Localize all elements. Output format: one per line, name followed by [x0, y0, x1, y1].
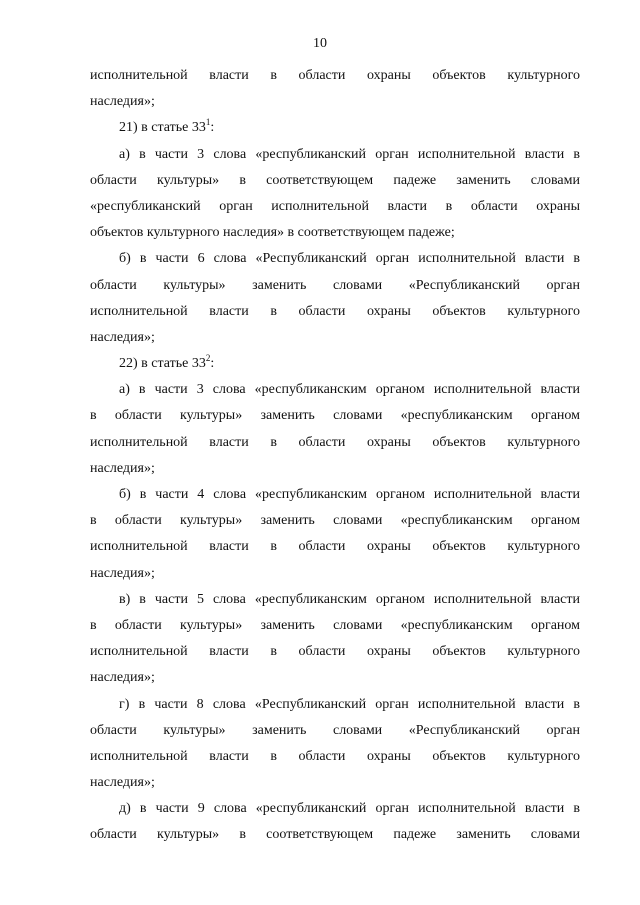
line-tail: :: [210, 356, 215, 372]
line-text: области культуры» заменить словами «Республиканский орган: [90, 722, 580, 738]
line-text: наследия»;: [90, 460, 155, 476]
line-text: области культуры» в соответствующем падеже заменить словами: [90, 827, 580, 843]
line-text: в области культуры» заменить словами «республиканским органом: [90, 513, 580, 529]
line-text: наследия»;: [90, 329, 155, 345]
line-text: наследия»;: [90, 670, 155, 686]
line-text: наследия»;: [90, 775, 155, 791]
text-line: [90, 639, 580, 665]
page-number: 10: [313, 36, 327, 51]
text-line: [90, 220, 580, 246]
line-text: исполнительной власти в области охраны объектов культурного: [90, 434, 580, 450]
line-text: в) в части 5 слова «республиканским органом исполнительной власти: [119, 591, 580, 607]
text-line: [90, 168, 580, 194]
line-text: а) в части 3 слова «республиканский орган исполнительной власти в: [119, 146, 580, 162]
text-line: [90, 403, 580, 429]
line-text: исполнительной власти в области охраны объектов культурного: [90, 644, 580, 660]
text-line: [90, 142, 580, 168]
text-line: [90, 561, 580, 587]
line-text: исполнительной власти в области охраны объектов культурного: [90, 539, 580, 555]
line-text: б) в части 4 слова «республиканским органом исполнительной власти: [119, 487, 580, 502]
text-line: [90, 770, 580, 796]
line-text: исполнительной власти в области охраны объектов культурного: [90, 303, 580, 319]
text-line: [90, 430, 580, 456]
article-superscript: 1: [205, 117, 211, 128]
text-line: [90, 508, 580, 534]
line-text: 21) в статье 33: [119, 120, 206, 136]
text-line: [90, 822, 580, 848]
line-text: «республиканский орган исполнительной власти в области охраны: [90, 198, 580, 214]
text-line: [90, 325, 580, 351]
line-text: в области культуры» заменить словами «республиканским органом: [90, 617, 580, 633]
text-line: [90, 613, 580, 639]
text-line: [90, 482, 580, 508]
text-line: [90, 456, 580, 482]
line-text: объектов культурного наследия» в соответствующем падеже;: [90, 225, 455, 241]
document-body: [90, 63, 580, 849]
text-line: [90, 63, 580, 89]
article-superscript: 2: [205, 353, 211, 364]
text-line: [90, 665, 580, 691]
line-text: наследия»;: [90, 94, 155, 110]
text-line: [90, 299, 580, 325]
text-line: [90, 377, 580, 403]
text-line: [90, 718, 580, 744]
line-tail: :: [210, 120, 215, 136]
text-line: [90, 246, 580, 272]
text-line: [90, 194, 580, 220]
line-text: исполнительной власти в области охраны объектов культурного: [90, 748, 580, 764]
text-line: [90, 115, 580, 141]
line-text: наследия»;: [90, 565, 155, 581]
line-text: д) в части 9 слова «республиканский орган исполнительной власти в: [119, 801, 580, 817]
text-line: [90, 692, 580, 718]
text-line: [90, 351, 580, 377]
line-text: б) в части 6 слова «Республиканский орган исполнительной власти в: [119, 251, 580, 267]
text-line: [90, 273, 580, 299]
line-text: г) в части 8 слова «Республиканский орган исполнительной власти в: [119, 696, 580, 712]
line-text: области культуры» заменить словами «Республиканский орган: [90, 277, 580, 293]
line-text: области культуры» в соответствующем падеже заменить словами: [90, 172, 580, 188]
line-text: а) в части 3 слова «республиканским органом исполнительной власти: [119, 382, 580, 398]
line-text: в области культуры» заменить словами «республиканским органом: [90, 408, 580, 424]
text-line: [90, 89, 580, 115]
line-text: исполнительной власти в области охраны объектов культурного: [90, 68, 580, 83]
text-line: [90, 587, 580, 613]
text-line: [90, 744, 580, 770]
line-text: 22) в статье 33: [119, 356, 206, 372]
text-line: [90, 534, 580, 560]
text-line: [90, 796, 580, 822]
